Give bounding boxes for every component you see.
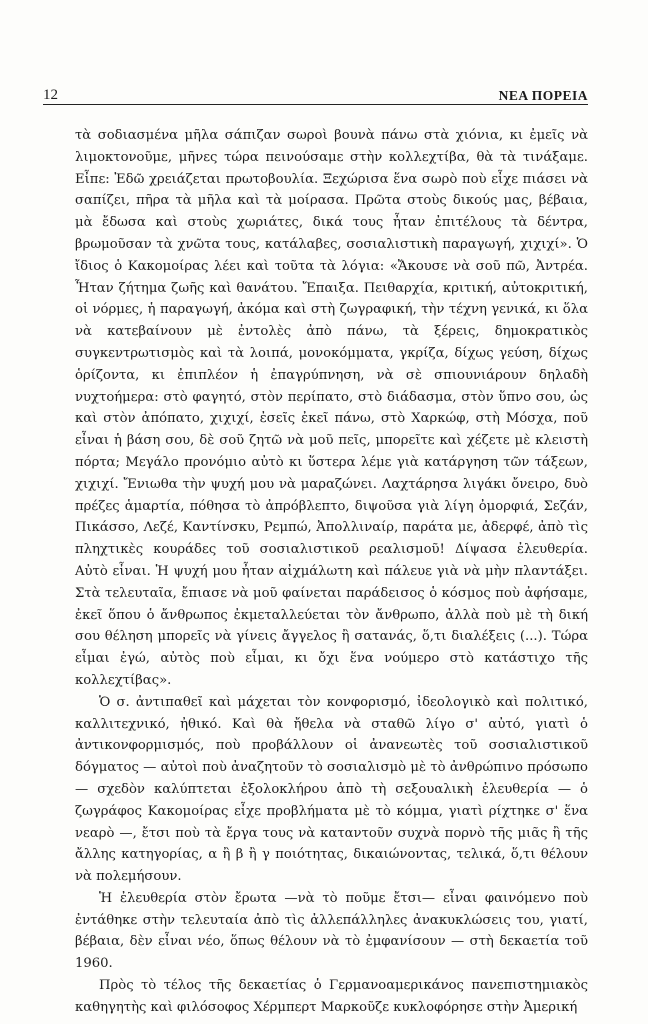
paragraph-quote-continuation: τὰ σοδιασμένα μῆλα σάπιζαν σωροὶ βουνὰ πάνω στὰ χιόνια, κι ἐμεῖς νὰ λιμοκτονοῦμε, μῆνες τώρα πεινούσαμε στὴν κολλεχτίβα, θὰ τὰ τινάξαμε. Εἶπε: Ἐδῶ χρειάζεται πρωτοβουλία. Ξεχώρισα ἕνα σωρὸ ποὺ εἶχε πιάσει νὰ σαπίζει, πῆρα τὰ μῆλα καὶ τὰ μοίρασα. Πρῶτα στοὺς δικούς μας, βέβαια, μὰ ἔδωσα καὶ στοὺς χωριάτες, δικά τους ἦταν ἐπιτέλους τὰ δέντρα, βρωμοῦσαν τὰ χνῶτα τους, κατάλαβες, σοσιαλιστικὴ παραγωγή, χιχιχί». Ὁ ἴδιος ὁ Κακομοίρας λέει καὶ τοῦτα τὰ λόγια: «Ἄκουσε νὰ σοῦ πῶ, Ἀντρέα. Ἦταν ζήτημα ζωῆς καὶ θανάτου. Ἔπαιξα. Πειθαρχία, κριτική, αὐτοκριτική, οἱ νόρμες, ἡ παραγωγή, ἀκόμα καὶ στὴ ζωγραφική, τὴν τέχνη γενικά, κι ὅλα νὰ κατεβαίνουν μὲ ἐντολὲς ἀπὸ πάνω, τὰ ξέρεις, δημοκρατικὸς συγκεντρωτισμὸς καὶ τὰ λοιπά, μονοκόμματα, γκρίζα, δίχως γεύση, δίχως ὁρίζοντα, κι ἐπιπλέον ἡ ἐπαγρύπνηση, νὰ σὲ σπιουνιάρουν δηλαδὴ νυχτοήμερα: στὸ φαγητό, στὸν περίπατο, στὸ διάδασμα, στὸν ὕπνο σου, ὡς καὶ στὸν ἀπόπατο, χιχιχί, ἐσεῖς ἐκεῖ πάνω, στὸ Χαρκώφ, στὴ Μόσχα, ποῦ εἶναι ἡ βάση σου, δὲ σοῦ ζητῶ νὰ μοῦ πεῖς, μπορεῖτε καὶ χέζετε μὲ κλειστὴ πόρτα; Μεγάλο προνόμιο αὐτὸ κι ὕστερα λέμε γιὰ κατάργηση τῶν τάξεων, χιχιχί. Ἔνιωθα τὴν ψυχή μου νὰ μαραζώνει. Λαχτάρησα λιγάκι ὄνειρο, δυὸ πρέζες ἁμαρτία, πόθησα τὸ ἀπρόβλεπτο, διψοῦσα γιὰ λίγη ὀμορφιά, Σεζάν, Πικάσσο, Λεζέ, Καντίνσκυ, Ρεμπώ, Ἀπολλιναίρ, παράτα με, ἀδερφέ, ἀπὸ τὶς πληχτικὲς κουράδες τοῦ σοσιαλιστικοῦ ρεαλισμοῦ! Δίψασα ἐλευθερία. Αὐτὸ εἶναι. Ἡ ψυχή μου ἦταν αἰχμάλωτη καὶ πάλευε γιὰ νὰ μὴν πλαντάξει. Στὰ τελευταῖα, ἔπιασε νὰ μοῦ φαίνεται παράδεισος ὁ κόσμος ποὺ ἀφήσαμε, ἐκεῖ ὅπου ὁ ἄνθρωπος ἐκμεταλλεύεται τὸν ἄνθρωπο, ἀλλὰ ποὺ μὲ τὴ δική σου θέληση μπορεῖς νὰ γίνεις ἄγγελος ἢ σατανάς, ὅ,τι διαλέξεις (...). Τώρα εἶμαι ἐγώ, αὐτὸς ποὺ εἶμαι, κι ὄχι ἕνα νούμερο στὸ κατάστιχο τῆς κολλεχτίβας». — [75, 128, 588, 688]
text-body — [75, 125, 588, 1019]
paragraph-freedom-in-love: Ἡ ἐλευθερία στὸν ἔρωτα —νὰ τὸ ποῦμε ἔτσι— εἶναι φαινόμενο ποὺ ἐντάθηκε στὴν τελευταία ἀπὸ τὶς ἀλλεπάλληλες ἀνακυκλώσεις του, γιατί, βέβαια, δὲν εἶναι νέο, ὅπως θέλουν νὰ τὸ ἐμφανίσουν — στὴ δεκαετία τοῦ 1960. — [75, 890, 588, 972]
header-rule — [43, 104, 588, 105]
journal-title: ΝΕΑ ΠΟΡΕΙΑ — [498, 88, 588, 103]
running-header — [43, 82, 588, 104]
paragraph-marcuse: Πρὸς τὸ τέλος τῆς δεκαετίας ὁ Γερμανοαμερικάνος πανεπιστημιακὸς καθηγητὴς καὶ φιλόσοφος Χέρμπερτ Μαρκοῦζε κυκλοφόρησε στὴν Ἀμερική — [75, 978, 588, 1015]
page-number: 12 — [43, 87, 58, 103]
paragraph-nonconformism: Ὁ σ. ἀντιπαθεῖ καὶ μάχεται τὸν κονφορισμό, ἰδεολογικὸ καὶ πολιτικό, καλλιτεχνικό, ἠθικό. Καὶ θὰ ἤθελα νὰ σταθῶ λίγο σ' αὐτό, γιατὶ ὁ ἀντικονφορμισμός, ποὺ προβάλλουν οἱ ἀνανεωτὲς τοῦ σοσιαλιστικοῦ δόγματος — αὐτοὶ ποὺ ἀναζητοῦν τὸ σοσιαλισμὸ μὲ τὸ ἀνθρώπινο πρόσωπο — σχεδὸν καλύπτεται ἐξολοκλήρου ἀπὸ τὴ σεξουαλικὴ ἐλευθερία — ὁ ζωγράφος Κακομοίρας εἶχε προβλήματα μὲ τὸ κόμμα, γιατὶ ρίχτηκε σ' ἕνα νεαρὸ —, ἔτσι ποὺ τὰ ἔργα τους νὰ καταντοῦν συχνὰ πορνὸ τῆς μιᾶς ἢ τῆς ἄλλης κατηγορίας, α ἢ β ἢ γ ποιότητας, δικαιώνοντας, τελικά, ὅ,τι θέλουν νὰ πολεμήσουν. — [75, 694, 588, 885]
